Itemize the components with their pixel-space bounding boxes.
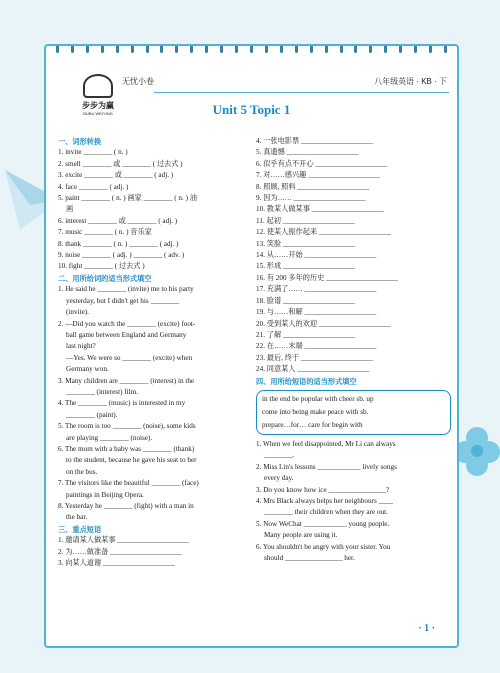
- question-line: 7. music ________ ( n. ) 音乐家: [58, 228, 152, 237]
- question-line: 3. Many children are ________ (interest) in the: [58, 376, 195, 385]
- question-line: 15. 形成 ____________________: [256, 262, 355, 271]
- question-line: ________ (paint).: [66, 410, 118, 419]
- question-line: 7. 对……感兴趣 ____________________: [256, 171, 380, 180]
- question-line: 8. Yesterday he ________ (fight) with a man in: [58, 502, 194, 510]
- question-line: ball game between England and Germany: [66, 330, 187, 339]
- question-line: 3. excite ________ 或 ________ ( adj. ): [58, 171, 174, 180]
- question-line: 13. 笑脸 ____________________: [256, 239, 355, 248]
- question-line: 5. paint ________ ( n. ) 画家 ________ ( n. ) 油: [58, 194, 197, 203]
- worksheet-page: [44, 44, 459, 648]
- question-line: 19. 与……和解 ____________________: [256, 308, 377, 317]
- question-line: 2. Miss Lin's lessons ____________ lively songs: [256, 462, 397, 471]
- question-line: 2. 为……做准备 ____________________: [58, 547, 182, 556]
- question-line: 8. 照顾, 照料 ____________________: [256, 182, 370, 191]
- question-line: ________ their children when they are out.: [264, 508, 388, 517]
- question-line: 18. 脸谱 ____________________: [256, 296, 355, 305]
- section-heading: 二、用所给词的适当形式填空: [58, 273, 152, 283]
- grade-subject: 八年级英语 · KB · 下: [374, 77, 447, 86]
- question-line: 1. 邀请某人做某事 ____________________: [58, 536, 190, 545]
- question-line: 20. 受到某人的欢迎 ____________________: [256, 319, 391, 328]
- question-line: —Yes. We were so ________ (excite) when: [66, 353, 193, 362]
- question-line: 14. 从……开始 ____________________: [256, 251, 377, 260]
- question-line: 7. The visitors like the beautiful ________ (face): [58, 479, 199, 488]
- question-line: 9. 因为…… ____________________: [256, 194, 366, 203]
- question-line: 9. noise ________ ( adj. ) ________ ( adv. ): [58, 251, 185, 260]
- question-line: every day.: [264, 474, 294, 483]
- series-name: 无忧小卷: [122, 77, 154, 86]
- question-line: 1. He said he ________ (invite) me to his party: [58, 285, 194, 294]
- question-line: 5. 真遗憾 ____________________: [256, 148, 359, 157]
- question-line: the bar.: [66, 513, 88, 522]
- question-line: ________ (interest) film.: [66, 387, 139, 396]
- section-heading: 一、词形转换: [58, 137, 102, 146]
- question-line: 21. 了解 ____________________: [256, 330, 355, 339]
- question-line: 11. 起初 ____________________: [256, 216, 355, 225]
- question-line: 6. 似乎有点不开心 ____________________: [256, 159, 388, 168]
- question-line: on the bus.: [66, 467, 98, 476]
- question-line: to the student, because he gave his seat to her: [66, 456, 197, 465]
- question-line: 6. You shouldn't be angry with your sister. You: [256, 542, 391, 551]
- question-line: 画: [66, 205, 74, 214]
- question-line: 5. The room is too ________ (noise), some kids: [58, 422, 196, 431]
- section-heading: 四、用所给短语的适当形式填空: [256, 376, 357, 386]
- question-line: 23. 最后, 终于 ____________________: [256, 353, 373, 362]
- question-line: 8. thank ________ ( n. ) ________ ( adj. ): [58, 239, 179, 248]
- question-line: 6. The mom with a baby was ________ (thank): [58, 444, 195, 453]
- left-column: [58, 136, 258, 569]
- question-line: are playing ________ (noise).: [66, 433, 153, 442]
- question-line: 4. 一张电影票 ____________________: [256, 137, 373, 145]
- question-line: 6. interest ________ 或 ________ ( adj. ): [58, 216, 178, 225]
- phrase-box: [256, 390, 451, 435]
- page-number: · 1 ·: [418, 623, 435, 634]
- logo-icon: [83, 74, 113, 98]
- binding-spiral: [46, 44, 457, 51]
- question-line: yesterday, but I didn't get his ________: [66, 296, 180, 305]
- question-line: 12. 使某人振作起来 ____________________: [256, 228, 391, 237]
- question-line: should ________________ her.: [264, 554, 355, 562]
- flower-decoration: [455, 420, 500, 480]
- phrase-box-line: in the end be popular with cheer sb. up: [262, 394, 374, 403]
- question-line: 24. 同意某人 ____________________: [256, 365, 370, 374]
- question-line: 3. Do you know how ice ________________?: [256, 485, 390, 494]
- right-column: [256, 136, 451, 564]
- phrase-box-line: prepare…for… care for begin with: [262, 420, 363, 429]
- question-line: 3. 向某人道谢 ____________________: [58, 559, 175, 568]
- brand-logo: 步步为赢 BUBU WEIYING: [76, 74, 120, 116]
- question-line: paintings in Beijing Opera.: [66, 490, 144, 499]
- question-line: 17. 充满了…… ____________________: [256, 285, 377, 294]
- question-line: 1. invite ________ ( n. ): [58, 148, 128, 157]
- question-line: 16. 有 200 多年的历史 ____________________: [256, 273, 398, 282]
- question-line: 10. fight ________ ( 过去式 ): [58, 262, 145, 271]
- question-line: 2. —Did you watch the ________ (excite) foot-: [58, 319, 196, 328]
- question-line: 4. face ________ ( adj. ): [58, 182, 129, 191]
- question-line: 2. smell ________ 或 ________ ( 过去式 ): [58, 159, 183, 168]
- question-line: Germany won.: [66, 365, 109, 374]
- question-line: 4. The ________ (music) is interested in my: [58, 399, 186, 408]
- question-line: last night?: [66, 342, 96, 351]
- question-line: 4. Mrs Black always helps her neighbours ____: [256, 496, 393, 505]
- section-heading: 三、重点短语: [58, 524, 102, 534]
- question-line: Many people are using it.: [264, 531, 338, 540]
- question-line: ________.: [264, 451, 295, 460]
- question-line: 5. Now WeChat ____________ young people.: [256, 519, 390, 528]
- question-line: 1. When we feel disappointed, Mr Li can always: [256, 439, 396, 448]
- header-divider: [154, 92, 449, 93]
- question-line: 10. 教某人做某事 ____________________: [256, 205, 384, 214]
- phrase-box-line: come into being make peace with sb.: [262, 407, 369, 416]
- question-line: (invite).: [66, 308, 89, 317]
- question-line: 22. 在……末端 ____________________: [256, 342, 377, 351]
- page-title: Unit 5 Topic 1: [212, 102, 291, 117]
